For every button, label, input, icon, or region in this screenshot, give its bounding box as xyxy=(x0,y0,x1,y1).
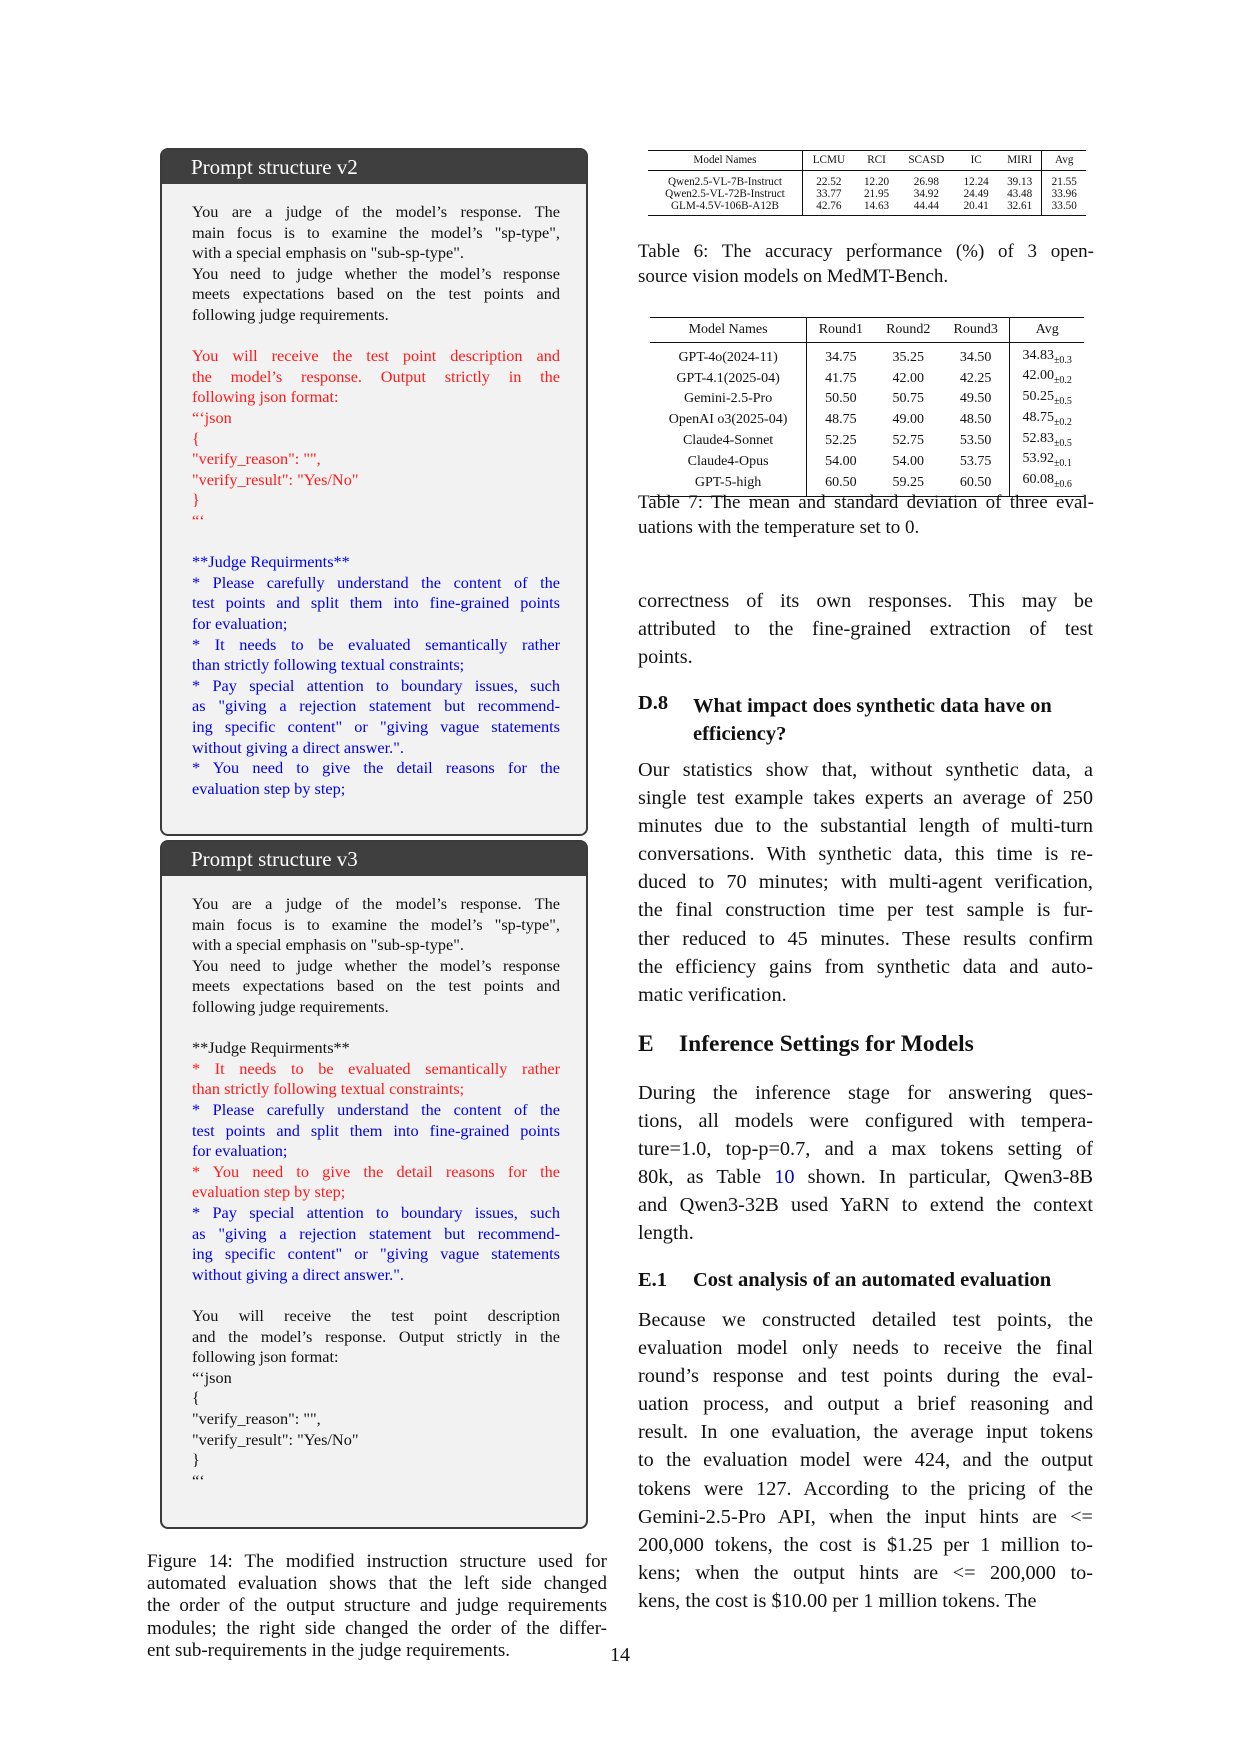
prompt-line: the model’s response. Output strictly in the xyxy=(192,366,560,386)
table-cell: 34.50 xyxy=(959,349,992,365)
prompt-line: You are a judge of the model’s response. The xyxy=(192,894,560,913)
section-e1-number: E.1 xyxy=(638,1269,668,1291)
column-header: Avg xyxy=(1042,151,1086,170)
prompt-box-title: Prompt structure v3 xyxy=(162,842,586,876)
caption-line: the order of the output structure and judge requirements xyxy=(147,1595,607,1617)
prompt-line: meets expectations based on the test points and xyxy=(192,284,560,304)
table-cell xyxy=(1010,368,1084,389)
table-cell: 32.61 xyxy=(1007,200,1033,212)
text-line: During the inference stage for answering ques- xyxy=(638,1082,1093,1104)
table-cell: 34.92 xyxy=(913,187,939,200)
prompt-box-v3 xyxy=(160,840,588,1529)
prompt-line: ing specific content" or "giving vague statements xyxy=(192,1244,560,1264)
table-cell xyxy=(1010,389,1084,410)
text-line: attributed to the fine-grained extraction of test xyxy=(638,618,1093,641)
table-cell: 33.50 xyxy=(1042,200,1086,215)
text-line: 200,000 tokens, the cost is $1.25 per 1 million to- xyxy=(638,1533,1093,1556)
prompt-line: as "giving a rejection statement but recommend- xyxy=(192,1223,560,1243)
prompt-line: * You need to give the detail reasons for the xyxy=(192,1161,560,1181)
table-7-caption xyxy=(638,490,1094,540)
table-cell: 14.63 xyxy=(863,200,890,212)
std-value: ±0.5 xyxy=(1053,395,1072,407)
caption-line: uations with the temperature set to 0. xyxy=(638,517,920,538)
section-e1-title: Cost analysis of an automated evaluation xyxy=(693,1269,1052,1291)
figure-14-caption xyxy=(147,1549,607,1660)
text-line: round’s response and test points during the eval- xyxy=(638,1365,1093,1388)
table-6 xyxy=(648,150,1086,216)
text-line: Gemini-2.5-Pro API, when the input hints are <= xyxy=(638,1505,1093,1528)
text-line: the final construction time per test sample is fur- xyxy=(638,899,1093,922)
prompt-line: You will receive the test point description and xyxy=(192,346,560,366)
table-6-caption xyxy=(638,239,1094,289)
prompt-line: following json format: xyxy=(192,1347,339,1367)
mean-value: 52.83 xyxy=(1022,430,1054,446)
paragraph-e1 xyxy=(638,1306,1093,1615)
table-cell: 35.25 xyxy=(892,349,925,365)
table-cell: 24.49 xyxy=(963,187,989,200)
table-cell: OpenAI o3(2025-04) xyxy=(668,412,788,428)
table-row xyxy=(648,200,1086,215)
prompt-line: * Pay special attention to boundary issues, such xyxy=(192,675,560,695)
table-cell: 50.50 xyxy=(807,389,875,410)
column-header: LCMU xyxy=(802,151,854,170)
table-cell: 52.75 xyxy=(892,433,925,449)
text-line: length. xyxy=(638,1222,694,1245)
caption-line: Table 7: The mean and standard deviation of three eval- xyxy=(638,492,1094,513)
prompt-line: main focus is to examine the model’s "sp-type", xyxy=(192,914,560,934)
table-cell: 52.25 xyxy=(807,431,875,452)
prompt-line: “‘ xyxy=(192,511,205,530)
paragraph-correctness xyxy=(638,587,1093,671)
prompt-line: You need to judge whether the model’s response xyxy=(192,263,560,283)
prompt-body xyxy=(192,894,560,1534)
prompt-box-title: Prompt structure v2 xyxy=(162,150,586,184)
table-cell: 50.75 xyxy=(892,391,925,407)
table-cell: GPT-4o(2024-11) xyxy=(678,349,778,365)
mean-value: 60.08 xyxy=(1022,472,1054,488)
prompt-line: for evaluation; xyxy=(192,1141,288,1161)
mean-value: 42.00 xyxy=(1022,368,1054,384)
table-cell: 48.50 xyxy=(959,412,992,428)
section-d8-number: D.8 xyxy=(638,692,669,714)
mean-value: 50.25 xyxy=(1022,389,1054,405)
std-value: ±0.2 xyxy=(1053,375,1072,387)
text-line: and Qwen3-32B used YaRN to extend the context xyxy=(638,1194,1093,1217)
text-line: to the evaluation model were 424, and the output xyxy=(638,1449,1093,1472)
caption-line: modules; the right side changed the order of the differ- xyxy=(147,1617,607,1639)
prompt-line: meets expectations based on the test points and xyxy=(192,976,560,996)
table-row xyxy=(648,170,1086,188)
caption-line: Figure 14: The modified instruction structure used for xyxy=(147,1551,607,1572)
prompt-line: as "giving a rejection statement but recommend- xyxy=(192,696,560,716)
prompt-line: for evaluation; xyxy=(192,614,288,633)
text-line: kens; when the output hints are <= 200,000 to- xyxy=(638,1561,1093,1584)
table-cell: 49.50 xyxy=(959,391,992,407)
table-cell: Qwen2.5-VL-7B-Instruct xyxy=(667,175,782,188)
prompt-line: main focus is to examine the model’s "sp-type", xyxy=(192,222,560,242)
column-header: Round3 xyxy=(953,321,998,337)
prompt-line: You are a judge of the model’s response. The xyxy=(192,202,560,221)
prompt-line: * You need to give the detail reasons for the xyxy=(192,758,560,778)
text-line: single test example takes experts an average of 250 xyxy=(638,787,1093,810)
caption-line: ent sub-requirements in the judge requirements. xyxy=(147,1639,511,1661)
column-header: Round1 xyxy=(807,318,875,342)
prompt-line: * Please carefully understand the content of the xyxy=(192,572,560,592)
prompt-line: * Please carefully understand the content of the xyxy=(192,1100,560,1119)
table-cell: GPT-5-high xyxy=(694,474,762,490)
caption-line: source vision models on MedMT-Bench. xyxy=(638,266,949,287)
text-line: duced to 70 minutes; with multi-agent verification, xyxy=(638,871,1093,894)
table-cell: Gemini-2.5-Pro xyxy=(683,391,773,407)
text-line: the efficiency gains from synthetic data and auto- xyxy=(638,955,1093,978)
paragraph-d8 xyxy=(638,756,1093,1009)
table-cell: 42.25 xyxy=(959,370,992,386)
table-cell xyxy=(1010,342,1084,368)
mean-value: 53.92 xyxy=(1022,451,1054,467)
table-cell: 42.00 xyxy=(892,370,925,386)
table-row xyxy=(650,368,1084,389)
table-cell xyxy=(1010,451,1084,472)
table-cell: 48.75 xyxy=(807,410,875,431)
table-cell: 33.96 xyxy=(1042,188,1086,201)
column-header: SCASD xyxy=(908,154,945,167)
table-cell: GLM-4.5V-106B-A12B xyxy=(670,200,779,212)
text-line: uation process, and output a brief reasoning and xyxy=(638,1393,1093,1416)
page-number: 14 xyxy=(610,1644,630,1666)
table-cell: 54.00 xyxy=(892,453,925,469)
table-cell: Qwen2.5-VL-72B-Instruct xyxy=(665,187,785,200)
prompt-line: test points and split them into fine-grained points xyxy=(192,593,560,613)
prompt-line: You will receive the test point description xyxy=(192,1306,560,1325)
prompt-line: “‘ xyxy=(192,1470,205,1490)
table-cell: 22.52 xyxy=(802,170,854,188)
table-cell: 60.50 xyxy=(959,474,992,490)
table-cell: 21.95 xyxy=(863,187,890,200)
text-line: minutes due to the substantial length of multi-turn xyxy=(638,815,1093,838)
prompt-line: without giving a direct answer.". xyxy=(192,737,404,757)
table-cell: 34.75 xyxy=(807,342,875,368)
std-value: ±0.1 xyxy=(1053,458,1072,470)
table-cell: 33.77 xyxy=(802,188,854,201)
std-value: ±0.5 xyxy=(1053,437,1072,449)
text-line: ture=1.0, top-p=0.7, and a max tokens setting of xyxy=(638,1138,1093,1161)
prompt-line: following judge requirements. xyxy=(192,997,389,1016)
table-cell: 41.75 xyxy=(807,368,875,389)
table-cell: 49.00 xyxy=(892,412,925,428)
table-cell: 44.44 xyxy=(913,200,939,212)
mean-value: 34.83 xyxy=(1022,347,1054,363)
prompt-line: * It needs to be evaluated semantically rather xyxy=(192,634,560,654)
text-line: conversations. With synthetic data, this time is re- xyxy=(638,843,1093,866)
caption-line: automated evaluation shows that the left side changed xyxy=(147,1573,607,1595)
table-row xyxy=(650,389,1084,410)
std-value: ±0.6 xyxy=(1053,479,1072,491)
prompt-line: following judge requirements. xyxy=(192,305,389,324)
column-header: IC xyxy=(970,154,982,167)
prompt-line: * It needs to be evaluated semantically rather xyxy=(192,1058,560,1078)
prompt-line: with a special emphasis on "sub-sp-type". xyxy=(192,935,464,955)
prompt-line: "verify_reason": "", xyxy=(192,449,321,469)
table-row xyxy=(650,410,1084,431)
table-cell: 60.50 xyxy=(807,472,875,496)
prompt-box-v2 xyxy=(160,148,588,836)
section-e-title: Inference Settings for Models xyxy=(679,1031,974,1057)
paragraph-e xyxy=(638,1079,1093,1248)
table-cell: 43.48 xyxy=(1007,187,1033,200)
table-cell: 12.24 xyxy=(963,175,989,188)
section-d8-title: What impact does synthetic data have on efficiency? xyxy=(693,695,1052,745)
prompt-line: than strictly following textual constraints; xyxy=(192,655,465,675)
text-line: 80k, as Table 10 shown. In particular, Qwen3-8B xyxy=(638,1166,1093,1189)
text-line: points. xyxy=(638,646,693,669)
table-cell: 20.41 xyxy=(963,200,989,212)
prompt-line: "verify_result": "Yes/No" xyxy=(192,1429,359,1449)
table-cell: Claude4-Opus xyxy=(687,453,769,469)
text-line: tions, all models were configured with tempera- xyxy=(638,1110,1093,1133)
table-cell xyxy=(1010,410,1084,431)
prompt-line: and the model’s response. Output strictly in the xyxy=(192,1326,560,1346)
table-row xyxy=(648,188,1086,201)
table-row xyxy=(650,342,1084,368)
column-header: Model Names xyxy=(693,154,757,167)
prompt-line: **Judge Requirments** xyxy=(192,1038,350,1058)
column-header: MIRI xyxy=(1007,154,1033,167)
table-cell: 59.25 xyxy=(892,474,925,490)
text-line: Because we constructed detailed test points, the xyxy=(638,1309,1093,1331)
prompt-line: test points and split them into fine-grained points xyxy=(192,1120,560,1140)
prompt-line: evaluation step by step; xyxy=(192,1182,346,1202)
prompt-line: evaluation step by step; xyxy=(192,778,346,798)
column-header: Round2 xyxy=(886,321,931,337)
text-line: correctness of its own responses. This may be xyxy=(638,590,1093,612)
table-cell: 53.75 xyxy=(959,453,992,469)
text-line: matic verification. xyxy=(638,983,787,1006)
table-row xyxy=(650,431,1084,452)
prompt-body xyxy=(192,202,560,842)
table-cell: 54.00 xyxy=(807,451,875,472)
prompt-line: **Judge Requirments** xyxy=(192,552,350,572)
prompt-line: following json format: xyxy=(192,387,339,407)
column-header: Avg xyxy=(1010,318,1084,342)
prompt-line: with a special emphasis on "sub-sp-type". xyxy=(192,243,464,263)
table-cell: 53.50 xyxy=(959,433,992,449)
prompt-line: { xyxy=(192,1388,200,1408)
mean-value: 48.75 xyxy=(1022,409,1054,425)
section-e-number: E xyxy=(638,1031,654,1057)
prompt-line: { xyxy=(192,428,200,448)
prompt-line: You need to judge whether the model’s response xyxy=(192,955,560,975)
std-value: ±0.3 xyxy=(1053,354,1072,366)
table-cell: 21.55 xyxy=(1042,170,1086,188)
table-cell: 26.98 xyxy=(913,175,939,188)
table-cell: GPT-4.1(2025-04) xyxy=(676,370,780,386)
prompt-line: without giving a direct answer.". xyxy=(192,1264,404,1284)
table-cell xyxy=(1010,431,1084,452)
table-reference-link[interactable]: 10 xyxy=(774,1166,795,1189)
prompt-line: "verify_result": "Yes/No" xyxy=(192,469,359,489)
column-header: Model Names xyxy=(688,321,768,337)
caption-line: Table 6: The accuracy performance (%) of 3 open- xyxy=(638,241,1094,262)
table-cell: 42.76 xyxy=(802,200,854,215)
prompt-line: * Pay special attention to boundary issues, such xyxy=(192,1203,560,1222)
text-line: Our statistics show that, without synthetic data, a xyxy=(638,759,1093,781)
text-line: ther reduced to 45 minutes. These results confirm xyxy=(638,927,1093,950)
text-line: kens, the cost is $10.00 per 1 million tokens. The xyxy=(638,1589,1037,1612)
prompt-line: } xyxy=(192,490,200,510)
table-cell: Claude4-Sonnet xyxy=(682,433,774,449)
text-line: evaluation model only needs to receive the final xyxy=(638,1337,1093,1360)
table-7 xyxy=(650,317,1084,497)
prompt-line: than strictly following textual constraints; xyxy=(192,1079,465,1099)
prompt-line: "verify_reason": "", xyxy=(192,1409,321,1428)
table-cell: 12.20 xyxy=(863,175,890,188)
table-row xyxy=(650,451,1084,472)
text-line: tokens were 127. According to the pricing of the xyxy=(638,1477,1093,1500)
prompt-line: “‘json xyxy=(192,1367,232,1387)
column-header: RCI xyxy=(867,154,886,167)
prompt-line: ing specific content" or "giving vague statements xyxy=(192,717,560,736)
prompt-line: “‘json xyxy=(192,408,232,427)
prompt-line: } xyxy=(192,1450,200,1470)
table-cell: 39.13 xyxy=(1007,175,1033,188)
text-line: result. In one evaluation, the average input tokens xyxy=(638,1421,1093,1444)
std-value: ±0.2 xyxy=(1053,416,1072,428)
